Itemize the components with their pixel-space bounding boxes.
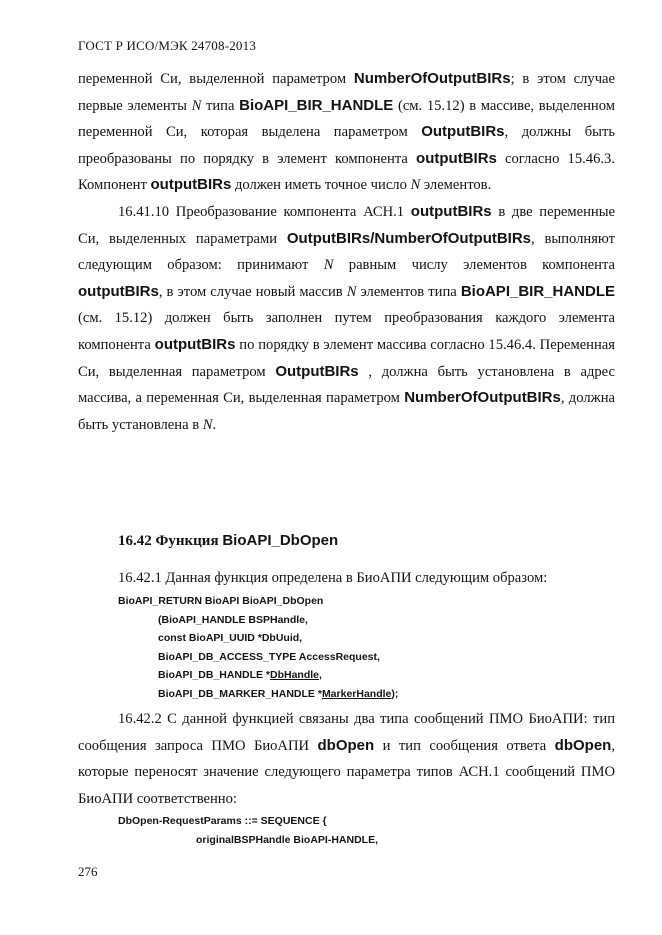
code-line: const BioAPI_UUID *DbUuid,: [158, 632, 303, 645]
param-name: NumberOfOutputBIRs: [404, 389, 561, 407]
param-name: OutputBIRs: [275, 362, 359, 380]
param-name: OutputBIRs/NumberOfOutputBIRs: [286, 229, 532, 247]
code-text: ,: [319, 669, 322, 682]
code-block-function-signature: [118, 592, 398, 704]
document-header: ГОСТ Р ИСО/МЭК 24708-2013: [78, 38, 257, 53]
text: , в этом случае новый массив: [158, 283, 347, 300]
code-line: [118, 666, 398, 685]
section-number: 16.42 Функция: [118, 533, 223, 549]
text: в две переменные Си, выделенных параметрами: [78, 203, 615, 247]
function-name: BioAPI_DbOpen: [222, 532, 339, 549]
text: согласно 15.46.3. Компонент: [78, 150, 615, 194]
text: по порядку в элемент массива согласно 15.46.4. Переменная Си, выделенная параметром: [78, 336, 615, 380]
component-name: outputBIRs: [416, 149, 497, 167]
code-block-asn1: [118, 812, 378, 849]
code-param: MarkerHandle: [321, 687, 392, 700]
text: ; в этом случае первые элементы: [78, 71, 615, 114]
text: переменной Си, выделенной параметром: [78, 71, 354, 87]
variable-n: N: [346, 283, 357, 300]
code-line: DbOpen-RequestParams ::= SEQUENCE {: [118, 815, 327, 827]
text: равным числу элементов компонента: [333, 257, 616, 274]
code-line: (BioAPI_HANDLE BSPHandle,: [158, 613, 308, 626]
section-heading: [118, 532, 338, 550]
text: (см. 15.12) в массиве, выделенном переменной Си, которая выделена параметром: [78, 97, 615, 141]
paragraph-continuation: [78, 66, 615, 438]
paragraph-3: 16.42.1 Данная функция определена в БиоАПИ следующим образом:: [118, 570, 548, 586]
text: , должны быть преобразованы по порядку в элемент компонента: [78, 124, 615, 167]
text: 16.41.10 Преобразование компонента АСН.1: [118, 203, 411, 220]
variable-n: N: [202, 416, 213, 433]
param-name: NumberOfOutputBIRs: [353, 70, 511, 87]
text: (см. 15.12) должен быть заполнен путем преобразования каждого элемента компонента: [78, 310, 615, 353]
message-name: dbOpen: [317, 736, 375, 754]
code-line: originalBSPHandle BioAPI-HANDLE,: [196, 833, 379, 846]
text: , которые переносят значение следующего параметра типов АСН.1 сообщений ПМО БиоАПИ соответственно:: [78, 737, 615, 807]
paragraph-4-wrap: [78, 706, 615, 812]
type-name: BioAPI_BIR_HANDLE: [239, 96, 394, 114]
code-text: BioAPI_DB_MARKER_HANDLE *: [158, 687, 322, 700]
text: , должна быть установлена в: [78, 390, 615, 433]
code-line: BioAPI_DB_ACCESS_TYPE AccessRequest,: [158, 650, 380, 663]
code-param: DbHandle: [270, 669, 320, 682]
text: должен иметь точное число: [231, 177, 411, 194]
variable-n: N: [323, 257, 334, 274]
paragraph-1: [78, 66, 615, 199]
component-name: outputBIRs: [410, 202, 492, 220]
code-text: );: [391, 687, 399, 700]
variable-n: N: [191, 97, 202, 114]
variable-n: N: [410, 177, 421, 194]
text: элементов типа: [356, 283, 461, 300]
text: .: [212, 416, 217, 433]
code-line: [118, 685, 398, 704]
code-line: BioAPI_RETURN BioAPI BioAPI_DbOpen: [118, 595, 324, 607]
param-name: OutputBIRs: [421, 123, 505, 141]
type-name: BioAPI_BIR_HANDLE: [460, 282, 615, 300]
code-text: BioAPI_DB_HANDLE *: [158, 669, 271, 682]
component-name: outputBIRs: [78, 282, 159, 300]
paragraph-2: [78, 199, 615, 438]
text: и тип сообщения ответа: [374, 737, 555, 754]
text: типа: [201, 97, 240, 114]
component-name: outputBIRs: [150, 176, 232, 194]
text: , выполняют следующим образом: принимают: [78, 230, 615, 274]
text: 16.42.2 С данной функцией связаны два типа сообщений ПМО БиоАПИ: тип сообщения запроса ПМО БиоАПИ: [78, 711, 615, 754]
paragraph-4: [78, 706, 615, 812]
paragraph-3-wrap: [78, 565, 615, 592]
component-name: outputBIRs: [154, 335, 236, 353]
text: элементов.: [420, 177, 492, 194]
message-name: dbOpen: [554, 736, 612, 754]
page-number: 276: [78, 864, 98, 879]
text: , должна быть установлена в адрес массива, а переменная Си, выделенная параметром: [78, 363, 615, 407]
